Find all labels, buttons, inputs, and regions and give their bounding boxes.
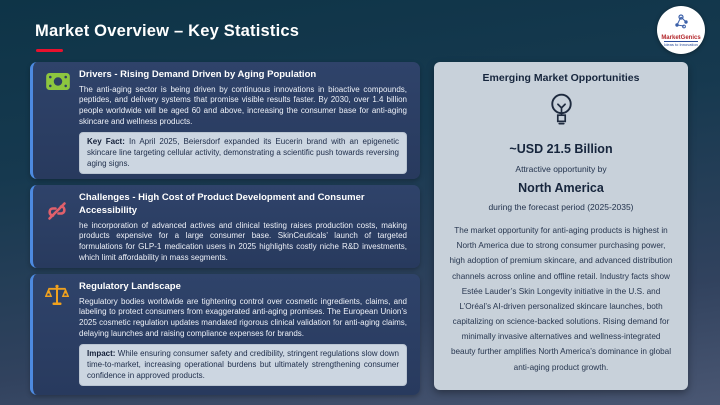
- left-column: [30, 62, 420, 395]
- opportunity-panel: [434, 62, 688, 390]
- title-underline: [36, 49, 63, 52]
- card-regulatory: [30, 274, 420, 395]
- logo-tagline: Ideas to Innovation: [664, 41, 698, 47]
- impact-callout: [79, 344, 407, 386]
- key-fact-callout: [79, 132, 407, 174]
- opportunity-value: ~USD 21.5 Billion: [509, 142, 613, 156]
- impact-text: While ensuring consumer safety and credibility, stringent regulations slow down time-to-market, increasing operational burdens but ultimately strengthening consumer confidence in approved products.: [87, 349, 399, 380]
- opportunity-region: North America: [518, 181, 604, 195]
- impact-label: Impact:: [87, 349, 116, 359]
- opportunity-body: The market opportunity for anti-aging products is highest in North America due to strong consumer purchasing power, high adoption of premium skincare, and advanced distribution channels across online and offline retail. Industry facts show Estée Lauder’s Skin Longevity initiative in the U.S. and L’Oréal’s AI-driven personalized skincare launches, both capitalizing on science-backed solutions. Rising demand for minimally invasive alternatives and wellness-integrated beauty further amplifies North America’s dominance in global anti-aging product growth.: [449, 226, 673, 372]
- card-regulatory-title: Regulatory Landscape: [79, 281, 181, 292]
- card-drivers-title: Drivers - Rising Demand Driven by Aging Population: [79, 69, 317, 80]
- page-title: Market Overview – Key Statistics: [35, 22, 300, 40]
- broken-link-icon: [45, 201, 69, 226]
- card-challenges-body: he incorporation of advanced actives and clinical testing raises production costs, making products expensive for a large consumer base. SkinCeuticals’ launch of targeted formulations for GLP-1 medication users in 2025 highlights costly niche R&D investments, which limit affordability in mass segments.: [79, 220, 407, 262]
- card-drivers-body: The anti-aging sector is being driven by continuous innovations in bioactive compounds, peptides, and delivery systems that promise visible results faster. By 2030, over 1.4 billion people worldwide will be aged 60 and above, increasing the consumer base for anti-aging skincare and wellness products.: [79, 84, 407, 126]
- company-logo: [657, 6, 705, 54]
- lightbulb-icon: [449, 92, 673, 131]
- opportunity-period: during the forecast period (2025-2035): [488, 202, 634, 212]
- card-regulatory-body: Regulatory bodies worldwide are tightening control over cosmetic ingredients, claims, and labeling to protect consumers from exaggerated anti-aging promises. The European Union’s 2025 cosmetic regulation updates mandated rigorous clinical validation for anti-aging claims, delaying launches and raising compliance expenses for brands.: [79, 296, 407, 338]
- card-drivers: [30, 62, 420, 179]
- opportunity-panel-title: Emerging Market Opportunities: [482, 72, 640, 84]
- opportunity-subtitle: Attractive opportunity by: [515, 164, 607, 174]
- card-challenges: [30, 185, 420, 268]
- logo-name: MarketGenics: [661, 34, 701, 41]
- card-challenges-title: Challenges - High Cost of Product Development and Consumer Accessibility: [79, 192, 365, 216]
- scales-icon: [45, 284, 69, 311]
- money-icon: [45, 72, 71, 96]
- key-fact-label: Key Fact:: [87, 137, 125, 147]
- molecule-icon: [673, 14, 689, 34]
- key-fact-text: In April 2025, Beiersdorf expanded its Eucerin brand with an epigenetic skincare line targeting cellular activity, demonstrating a scientific push towards reversing aging signs.: [87, 137, 399, 168]
